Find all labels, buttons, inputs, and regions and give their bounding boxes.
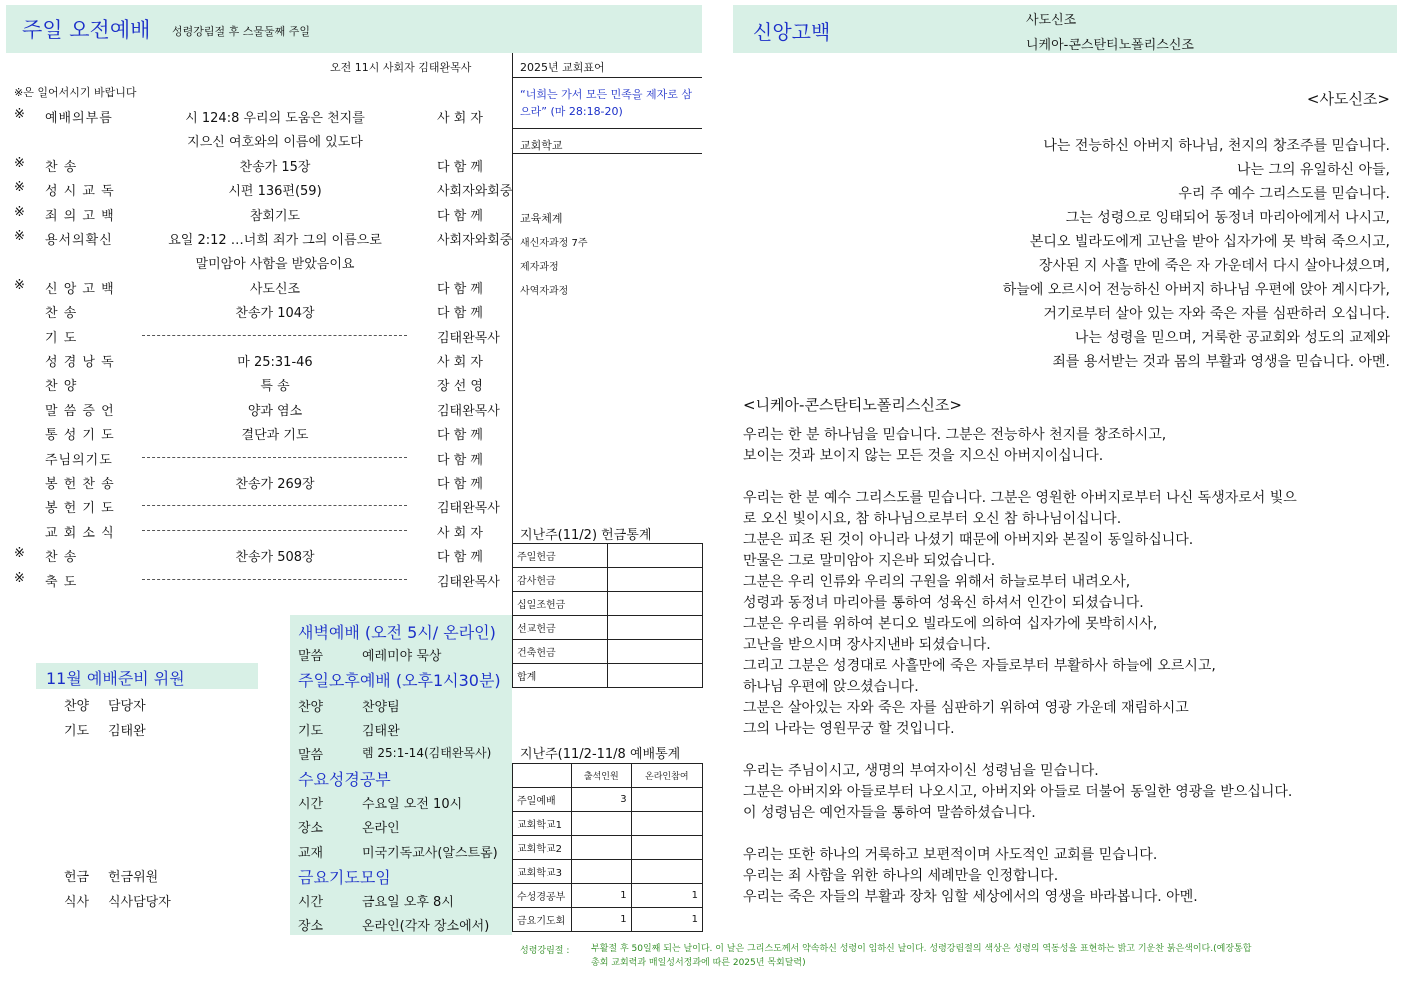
stand-mark: ※ bbox=[14, 204, 25, 220]
stand-mark: ※ bbox=[14, 180, 25, 196]
order-leader-name: 김태완목사 bbox=[437, 574, 500, 590]
order-content: 찬송가 269장 bbox=[235, 477, 315, 492]
table-row bbox=[513, 764, 703, 788]
footnote-line: 총회 교회력과 매일성서정과에 따른 2025년 목회달력) bbox=[591, 958, 806, 968]
order-label: 성 시 교 독 bbox=[45, 184, 115, 200]
leader-line bbox=[142, 579, 407, 580]
leader-line bbox=[142, 530, 407, 531]
edu-item: 새신자과정 7주 bbox=[520, 238, 588, 249]
order-label: 교 회 소 식 bbox=[45, 525, 115, 541]
volunteer-role: 헌금 bbox=[64, 870, 90, 885]
leader-line bbox=[142, 505, 407, 506]
order-leader-name: 장 선 영 bbox=[437, 379, 483, 395]
offering-name: 감사헌금 bbox=[513, 568, 608, 592]
creed-line: 하나님 우편에 앉으셨습니다. bbox=[743, 679, 919, 695]
order-label: 죄 의 고 백 bbox=[45, 208, 115, 224]
table-row bbox=[513, 568, 703, 592]
attendance-header: 출석인원 bbox=[572, 764, 632, 788]
order-row bbox=[0, 420, 510, 444]
edu-item: 제자과정 bbox=[520, 262, 559, 273]
order-label: 찬 양 bbox=[45, 379, 78, 395]
offering-value bbox=[608, 592, 703, 616]
volunteer-name: 김태완 bbox=[108, 724, 146, 739]
creed-line: 그의 나라는 영원무궁 할 것입니다. bbox=[743, 721, 955, 737]
attendance-name: 교회학교1 bbox=[513, 812, 572, 836]
order-leader-name: 다 함 께 bbox=[437, 550, 483, 566]
creed-line: 우리는 한 분 예수 그리스도를 믿습니다. 그분은 영원한 아버지로부터 나신 독생자로서 빛으 bbox=[743, 490, 1297, 506]
order-content: 시편 136편(59) bbox=[228, 184, 322, 200]
order-leader-name: 다 함 께 bbox=[437, 306, 483, 322]
order-leader-name: 다 함 께 bbox=[437, 208, 483, 224]
creed-paragraph bbox=[743, 761, 1393, 824]
order-content: 참회기도 bbox=[249, 208, 301, 224]
divider bbox=[512, 128, 702, 129]
order-label: 용서의확신 bbox=[45, 233, 113, 248]
attendance-count: 1 bbox=[572, 884, 632, 908]
volunteer-name: 식사담당자 bbox=[108, 895, 171, 910]
creed-paragraph bbox=[743, 845, 1393, 908]
creed-line: 거기로부터 살아 있는 자와 죽은 자를 심판하러 오십니다. bbox=[1043, 306, 1390, 322]
order-label: 축 도 bbox=[45, 574, 78, 590]
order-label: 봉 헌 찬 송 bbox=[45, 477, 115, 492]
creed-title: 신앙고백 bbox=[753, 20, 831, 44]
offering-table bbox=[512, 543, 703, 688]
order-content: 찬송가 508장 bbox=[235, 550, 315, 566]
order-label: 봉 헌 기 도 bbox=[45, 501, 115, 517]
offering-name: 건축헌금 bbox=[513, 640, 608, 664]
table-row bbox=[513, 788, 703, 812]
stand-note: ※은 일어서시기 바랍니다 bbox=[14, 86, 137, 99]
table-row bbox=[513, 908, 703, 932]
offering-name: 주일헌금 bbox=[513, 544, 608, 568]
order-content: 사도신조 bbox=[249, 281, 301, 297]
creed-option: 사도신조 bbox=[1026, 13, 1077, 28]
page-title: 주일 오전예배 bbox=[22, 18, 151, 42]
volunteer-name: 헌금위원 bbox=[108, 870, 159, 885]
creed-paragraph bbox=[743, 425, 1393, 467]
order-content: 결단과 기도 bbox=[241, 428, 309, 444]
attendance-count bbox=[572, 812, 632, 836]
order-label: 말 씀 증 언 bbox=[45, 403, 115, 419]
apostles-title: <사도신조> bbox=[1306, 90, 1390, 108]
footnote-label: 성령강림절 : bbox=[520, 946, 570, 956]
offering-value bbox=[608, 616, 703, 640]
table-row bbox=[513, 836, 703, 860]
page-subtitle: 성령강림절 후 스물둘째 주일 bbox=[172, 25, 311, 38]
order-leader-name: 사 회 자 bbox=[437, 525, 483, 541]
order-row bbox=[0, 201, 510, 225]
stand-mark: ※ bbox=[14, 546, 25, 562]
offering-value bbox=[608, 640, 703, 664]
order-row bbox=[0, 347, 510, 371]
online-count bbox=[631, 812, 702, 836]
creed-line: 본디오 빌라도에게 고난을 받아 십자가에 못 박혀 죽으시고, bbox=[1029, 234, 1390, 250]
table-row bbox=[513, 592, 703, 616]
leader-line bbox=[142, 335, 407, 336]
creed-line: 고난을 받으시며 장사지낸바 되셨습니다. bbox=[743, 637, 991, 653]
wednesday-title: 수요성경공부 bbox=[298, 770, 391, 789]
creed-line: 이 성령님은 예언자들을 통하여 말씀하셨습니다. bbox=[743, 805, 1036, 821]
attendance-name: 교회학교2 bbox=[513, 836, 572, 860]
column-divider bbox=[512, 53, 513, 543]
order-row bbox=[0, 323, 510, 347]
attendance-header: 온라인참여 bbox=[631, 764, 702, 788]
motto-text: “너희는 가서 모든 민족을 제자로 삼으라” (마 28:18-20) bbox=[520, 88, 692, 118]
table-row bbox=[513, 544, 703, 568]
motto-label: 2025년 교회표어 bbox=[520, 61, 605, 74]
attendance-count bbox=[572, 836, 632, 860]
footnote-text bbox=[591, 942, 1391, 970]
stand-mark: ※ bbox=[14, 155, 25, 171]
order-leader-name: 사회자와회중 bbox=[437, 233, 513, 248]
order-label: 통 성 기 도 bbox=[45, 428, 115, 444]
offering-name: 합계 bbox=[513, 664, 608, 688]
dawn-title: 새벽예배 (오전 5시/ 온라인) bbox=[298, 623, 496, 642]
schedule-value: 김태완 bbox=[362, 724, 400, 739]
order-row bbox=[0, 542, 510, 566]
offering-name: 선교헌금 bbox=[513, 616, 608, 640]
attendance-count bbox=[572, 860, 632, 884]
creed-line: 만물은 그로 말미암아 지은바 되었습니다. bbox=[743, 553, 996, 569]
order-label: 찬 송 bbox=[45, 159, 78, 175]
footnote-line: 부활절 후 50일째 되는 날이다. 이 날은 그리스도께서 약속하신 성령이 임하신 날이다. 성령강림절의 색상은 성령의 역동성을 표현하는 밝고 기운찬 붉은색이다.(예장통합 bbox=[591, 944, 1252, 954]
attendance-title: 지난주(11/2-11/8 예배통계 bbox=[520, 747, 681, 762]
order-content: 지으신 여호와의 이름에 있도다 bbox=[187, 135, 363, 151]
nicene-creed bbox=[743, 425, 1393, 929]
afternoon-title: 주일오후예배 (오후1시30분) bbox=[298, 671, 501, 690]
schedule-value: 온라인(각자 장소에서) bbox=[362, 919, 490, 934]
schedule-value: 금요일 오후 8시 bbox=[362, 895, 454, 910]
creed-line: 나는 전능하신 아버지 하나님, 천지의 창조주를 믿습니다. bbox=[1043, 138, 1390, 154]
order-leader-name: 김태완목사 bbox=[437, 501, 500, 517]
order-row bbox=[0, 127, 510, 151]
leader-line bbox=[142, 457, 407, 458]
order-row bbox=[0, 298, 510, 322]
stand-mark: ※ bbox=[14, 107, 25, 122]
order-row bbox=[0, 493, 510, 517]
schedule-key: 말씀 bbox=[298, 649, 324, 664]
schedule-value: 수요일 오전 10시 bbox=[362, 797, 463, 812]
order-leader-name: 다 함 께 bbox=[437, 452, 483, 468]
online-count bbox=[631, 836, 702, 860]
offering-value bbox=[608, 568, 703, 592]
creed-line: 그리고 그분은 성경대로 사흘만에 죽은 자들로부터 부활하사 하늘에 오르시고, bbox=[743, 658, 1216, 674]
creed-line: 우리는 죽은 자들의 부활과 장차 임할 세상에서의 영생을 바라봅니다. 아멘. bbox=[743, 889, 1198, 905]
order-leader-name: 사회자와회중 bbox=[437, 184, 513, 200]
edu-item: 사역자과정 bbox=[520, 286, 569, 297]
order-content: 요일 2:12 …너희 죄가 그의 이름으로 bbox=[168, 233, 382, 248]
order-content: 찬송가 15장 bbox=[239, 159, 311, 175]
friday-title: 금요기도모임 bbox=[298, 868, 391, 887]
creed-line: 그분은 아버지와 아들로부터 나오시고, 아버지와 아들로 더불어 동일한 영광을 받으십니다. bbox=[743, 784, 1293, 800]
creed-line: 성령과 동정녀 마리아를 통하여 성육신 하셔서 인간이 되셨습니다. bbox=[743, 595, 1144, 611]
edu-list bbox=[520, 232, 588, 304]
order-row bbox=[0, 225, 513, 249]
order-label: 신 앙 고 백 bbox=[45, 281, 115, 297]
creed-line: 나는 성령을 믿으며, 거룩한 공교회와 성도의 교제와 bbox=[1074, 330, 1390, 346]
table-row bbox=[513, 860, 703, 884]
schedule-value: 렘 25:1-14(김태완목사) bbox=[362, 746, 492, 760]
table-row bbox=[513, 884, 703, 908]
order-row bbox=[0, 249, 510, 273]
apostles-creed bbox=[750, 134, 1390, 374]
attendance-count: 1 bbox=[572, 908, 632, 932]
creed-line: 그는 성령으로 잉태되어 동정녀 마리아에게서 나시고, bbox=[1065, 210, 1390, 226]
creed-line: 그분은 우리 인류와 우리의 구원을 위해서 하늘로부터 내려오사, bbox=[743, 574, 1131, 590]
attendance-name: 수성경공부 bbox=[513, 884, 572, 908]
volunteer-role: 기도 bbox=[64, 724, 90, 739]
order-leader-name: 사 회 자 bbox=[437, 111, 483, 126]
creed-line: 죄를 용서받는 것과 몸의 부활과 영생을 믿습니다. 아멘. bbox=[1052, 354, 1390, 370]
volunteer-name: 담당자 bbox=[108, 699, 146, 714]
schedule-value: 예레미야 묵상 bbox=[362, 649, 442, 664]
online-count bbox=[631, 860, 702, 884]
table-row bbox=[513, 664, 703, 688]
schedule-key: 시간 bbox=[298, 895, 324, 910]
order-row bbox=[0, 103, 510, 127]
table-row bbox=[513, 616, 703, 640]
attendance-name: 주일예배 bbox=[513, 788, 572, 812]
creed-line: 보이는 것과 보이지 않는 모든 것을 지으신 아버지이십니다. bbox=[743, 448, 1104, 464]
order-label: 찬 송 bbox=[45, 550, 78, 566]
creed-line: 우리는 주님이시고, 생명의 부여자이신 성령님을 믿습니다. bbox=[743, 763, 1099, 779]
order-label: 성 경 낭 독 bbox=[45, 355, 115, 370]
order-row bbox=[0, 371, 510, 395]
online-count bbox=[631, 788, 702, 812]
offering-value bbox=[608, 544, 703, 568]
school-label: 교회학교 bbox=[520, 139, 563, 152]
order-row bbox=[0, 469, 510, 493]
order-row bbox=[0, 274, 510, 298]
table-row bbox=[513, 640, 703, 664]
order-leader-name: 다 함 께 bbox=[437, 477, 483, 492]
creed-option: 니케아-콘스탄티노폴리스신조 bbox=[1026, 38, 1194, 53]
service-time: 오전 11시 사회자 김태완목사 bbox=[330, 61, 472, 74]
schedule-value: 온라인 bbox=[362, 821, 400, 836]
order-label: 기 도 bbox=[45, 330, 78, 346]
schedule-value: 미국기독교사(알스트롬) bbox=[362, 846, 498, 861]
stand-mark: ※ bbox=[14, 570, 25, 586]
attendance-count: 3 bbox=[572, 788, 632, 812]
order-leader-name: 다 함 께 bbox=[437, 159, 483, 175]
schedule-key: 기도 bbox=[298, 724, 324, 739]
order-row bbox=[0, 152, 510, 176]
divider bbox=[512, 153, 702, 154]
volunteers-title: 11월 예배준비 위원 bbox=[46, 669, 185, 688]
schedule-key: 장소 bbox=[298, 919, 324, 934]
stand-mark: ※ bbox=[14, 277, 25, 293]
creed-line: 그분은 우리를 위하여 본디오 빌라도에 의하여 십자가에 못박히시사, bbox=[743, 616, 1158, 632]
creed-line: 로 오신 빛이시요, 참 하나님으로부터 오신 참 하나님이십니다. bbox=[743, 511, 1122, 527]
order-content: 양과 염소 bbox=[247, 403, 303, 419]
order-label: 주님의기도 bbox=[45, 452, 113, 468]
order-leader-name: 사 회 자 bbox=[437, 355, 483, 370]
online-count: 1 bbox=[631, 884, 702, 908]
edu-label: 교육체계 bbox=[520, 212, 563, 225]
volunteer-role: 식사 bbox=[64, 895, 90, 910]
nicene-title: <니케아-콘스탄티노폴리스신조> bbox=[743, 396, 962, 414]
order-row bbox=[0, 396, 510, 420]
offering-name: 십일조헌금 bbox=[513, 592, 608, 616]
order-row bbox=[0, 176, 513, 200]
attendance-table bbox=[512, 763, 703, 932]
order-row bbox=[0, 518, 510, 542]
order-row bbox=[0, 567, 510, 591]
creed-line: 우리는 한 분 하나님을 믿습니다. 그분은 전능하사 천지를 창조하시고, bbox=[743, 427, 1167, 443]
order-content: 찬송가 104장 bbox=[235, 306, 315, 322]
creed-line: 장사된 지 사흘 만에 죽은 자 가운데서 다시 살아나셨으며, bbox=[1038, 258, 1390, 274]
order-label: 찬 송 bbox=[45, 306, 78, 322]
order-content: 시 124:8 우리의 도움은 천지를 bbox=[185, 111, 365, 126]
creed-paragraph bbox=[743, 488, 1393, 740]
order-leader-name: 다 함 께 bbox=[437, 428, 483, 444]
order-content: 마 25:31-46 bbox=[237, 355, 313, 370]
volunteer-role: 찬양 bbox=[64, 699, 90, 714]
schedule-key: 교재 bbox=[298, 846, 324, 861]
order-label: 예배의부름 bbox=[45, 111, 113, 126]
attendance-name: 금요기도회 bbox=[513, 908, 572, 932]
order-leader-name: 김태완목사 bbox=[437, 330, 500, 346]
order-leader-name: 김태완목사 bbox=[437, 403, 500, 419]
divider bbox=[512, 77, 702, 78]
schedule-key: 장소 bbox=[298, 821, 324, 836]
online-count: 1 bbox=[631, 908, 702, 932]
creed-line: 그분은 피조 된 것이 아니라 나셨기 때문에 아버지와 본질이 동일하십니다. bbox=[743, 532, 1194, 548]
order-row bbox=[0, 445, 510, 469]
schedule-key: 찬양 bbox=[298, 700, 324, 715]
creed-line: 우리 주 예수 그리스도를 믿습니다. bbox=[1178, 186, 1390, 202]
order-leader-name: 다 함 께 bbox=[437, 281, 483, 297]
offering-title: 지난주(11/2) 헌금통계 bbox=[520, 528, 652, 543]
schedule-key: 말씀 bbox=[298, 748, 324, 763]
schedule-key: 시간 bbox=[298, 797, 324, 812]
creed-line: 하늘에 오르시어 전능하신 아버지 하나님 우편에 앉아 계시다가, bbox=[1002, 282, 1390, 298]
stand-mark: ※ bbox=[14, 229, 25, 244]
table-row bbox=[513, 812, 703, 836]
creed-line: 그분은 살아있는 자와 죽은 자를 심판하기 위하여 영광 가운데 재림하시고 bbox=[743, 700, 1189, 716]
offering-value bbox=[608, 664, 703, 688]
creed-line: 우리는 죄 사함을 위한 하나의 세례만을 인정합니다. bbox=[743, 868, 1059, 884]
attendance-name: 교회학교3 bbox=[513, 860, 572, 884]
order-content: 특 송 bbox=[260, 379, 290, 395]
schedule-value: 찬양팀 bbox=[362, 700, 400, 715]
creed-line: 나는 그의 유일하신 아들, bbox=[1236, 162, 1390, 178]
creed-line: 우리는 또한 하나의 거룩하고 보편적이며 사도적인 교회를 믿습니다. bbox=[743, 847, 1158, 863]
order-content: 말미암아 사함을 받았음이요 bbox=[195, 257, 355, 273]
